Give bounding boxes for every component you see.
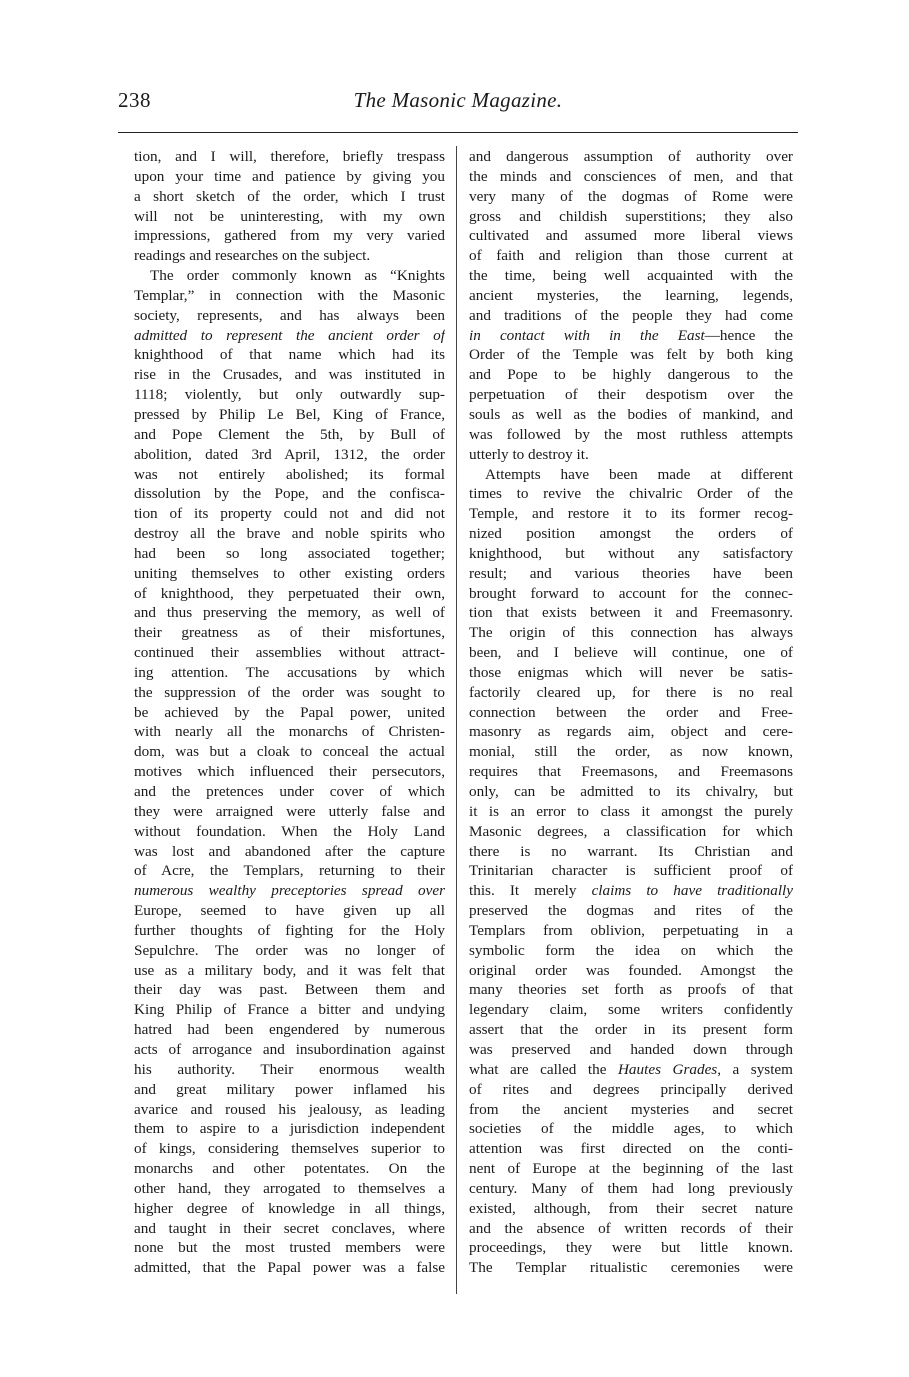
text-line: admitted, that the Papal power was a false	[134, 1259, 445, 1277]
text-line: nent of Europe at the beginning of the last	[469, 1160, 793, 1178]
text-line: pressed by Philip Le Bel, King of France,	[134, 405, 445, 423]
text-line: in contact with in the East—hence the	[469, 326, 793, 344]
text-line: this. It merely claims to have traditionally	[469, 882, 793, 900]
text-line: utterly to destroy it.	[469, 445, 589, 463]
text-line: impressions, gathered from my very varied	[134, 227, 445, 245]
text-line: Attempts have been made at different	[485, 465, 793, 483]
text-line: be achieved by the Papal power, united	[134, 703, 445, 721]
text-line: without foundation. When the Holy Land	[134, 822, 445, 840]
text-line: his authority. Their enormous wealth	[134, 1060, 445, 1078]
text-line: century. Many of them had long previously	[469, 1179, 793, 1197]
text-line: masonry as regards aim, object and cere-	[469, 723, 793, 741]
text-line: and great military power inflamed his	[134, 1080, 445, 1098]
text-line: tion of its property could not and did not	[134, 505, 445, 523]
text-line: their greatness as of their misfortunes,	[134, 624, 445, 642]
text-line: abolition, dated 3rd April, 1312, the order	[134, 445, 445, 463]
text-line: and traditions of the people they had come	[469, 306, 793, 324]
text-line: dom, was but a cloak to conceal the actual	[134, 743, 445, 761]
text-line: will not be uninteresting, with my own	[134, 207, 445, 225]
text-line: the time, being well acquainted with the	[469, 267, 793, 285]
text-line: rise in the Crusades, and was instituted in	[134, 366, 445, 384]
text-line: uniting themselves to other existing orders	[134, 564, 445, 582]
text-line: use as a military body, and it was felt that	[134, 961, 445, 979]
running-title: The Masonic Magazine.	[353, 88, 563, 112]
text-line: times to revive the chivalric Order of the	[469, 485, 793, 503]
text-line: King Philip of France a bitter and undying	[134, 1001, 445, 1019]
text-line: factorily cleared up, for there is no real	[469, 683, 793, 701]
text-line: numerous wealthy preceptories spread over	[134, 882, 445, 900]
text-line: and the absence of written records of their	[469, 1219, 793, 1237]
text-line: continued their assemblies without attract-	[134, 644, 445, 662]
text-line: of Acre, the Templars, returning to their	[134, 862, 445, 880]
text-line: knighthood of that name which had its	[134, 346, 445, 364]
left-column	[134, 147, 445, 1278]
text-line: proceedings, they were but little known.	[469, 1239, 793, 1257]
text-line: result; and various theories have been	[469, 564, 793, 582]
text-line: of faith and religion than those current at	[469, 247, 793, 265]
text-line: motives which influenced their persecutors,	[134, 763, 445, 781]
text-line: nized position amongst the orders of	[469, 525, 793, 543]
text-line: Masonic degrees, a classification for which	[469, 822, 793, 840]
text-line: dissolution by the Pope, and the confisca-	[134, 485, 445, 503]
text-line: many theories set forth as proofs of that	[469, 981, 793, 999]
text-line: their day was past. Between them and	[134, 981, 445, 999]
text-line: connection between the order and Free-	[469, 703, 793, 721]
text-line: they were arraigned were utterly false and	[134, 802, 445, 820]
text-line: and Pope Clement the 5th, by Bull of	[134, 425, 445, 443]
text-line: knighthood, but without any satisfactory	[469, 544, 793, 562]
text-line: upon your time and patience by giving you	[134, 167, 445, 185]
text-line: perpetuation of their despotism over the	[469, 386, 793, 404]
text-line: and the pretences under cover of which	[134, 783, 445, 800]
text-line: acts of arrogance and insubordination against	[134, 1040, 445, 1058]
text-line: gross and childish superstitions; they also	[469, 207, 793, 225]
text-line: the suppression of the order was sought to	[134, 683, 445, 701]
text-line: avarice and roused his jealousy, as leading	[134, 1100, 445, 1118]
text-line: from the ancient mysteries and secret	[469, 1100, 793, 1118]
text-line: attention was first directed on the conti-	[469, 1140, 793, 1158]
text-line: of rites and degrees principally derived	[469, 1080, 793, 1098]
text-line: requires that Freemasons, and Freemasons	[469, 763, 793, 781]
text-line: admitted to represent the ancient order of	[134, 326, 445, 344]
page-header	[118, 88, 798, 124]
text-line: destroy all the brave and noble spirits who	[134, 525, 445, 543]
text-line: and Pope to be highly dangerous to the	[469, 366, 793, 384]
text-line: those enigmas which will never be satis-	[469, 663, 793, 681]
text-line: assert that the order in its present form	[469, 1021, 793, 1039]
text-line: tion that exists between it and Freemasonry.	[469, 604, 793, 622]
page-number: 238	[118, 88, 151, 112]
text-line: ing attention. The accusations by which	[134, 663, 445, 681]
text-line: original order was founded. Amongst the	[469, 961, 793, 979]
text-line: souls as well as the bodies of mankind, and	[469, 405, 793, 423]
text-line: preserved the dogmas and rites of the	[469, 902, 793, 920]
text-line: The origin of this connection has always	[469, 624, 793, 642]
text-line: monial, still the order, as now known,	[469, 743, 793, 761]
text-line: existed, although, from their secret nature	[469, 1199, 793, 1217]
text-line: it is an error to class it amongst the purely	[469, 802, 793, 820]
text-line: what are called the Hautes Grades, a system	[469, 1060, 793, 1078]
text-line: there is no warrant. Its Christian and	[469, 842, 793, 860]
text-line: been, and I believe will continue, one of	[469, 644, 793, 662]
text-line: cultivated and assumed more liberal views	[469, 227, 793, 245]
text-line: society, represents, and has always been	[134, 306, 445, 324]
text-line: a short sketch of the order, which I trust	[134, 187, 445, 205]
text-line: and dangerous assumption of authority over	[469, 148, 793, 165]
text-line: Europe, seemed to have given up all	[134, 902, 445, 920]
text-line: higher degree of knowledge in all things,	[134, 1199, 445, 1217]
text-line: brought forward to account for the connec-	[469, 584, 793, 602]
text-line: was lost and abandoned after the capture	[134, 842, 445, 860]
text-line: had been so long associated together;	[134, 544, 445, 562]
text-line: and taught in their secret conclaves, where	[134, 1219, 445, 1237]
text-line: of kings, considering themselves superior to	[134, 1140, 445, 1158]
right-column	[469, 147, 793, 1278]
text-line: Sepulchre. The order was no longer of	[134, 941, 445, 959]
text-line: hatred had been engendered by numerous	[134, 1021, 445, 1039]
text-line: was not entirely abolished; its formal	[134, 465, 445, 483]
text-line: Templar,” in connection with the Masonic	[134, 286, 445, 304]
text-line: was followed by the most ruthless attempts	[469, 425, 793, 443]
text-line: them to aspire to a jurisdiction independent	[134, 1120, 445, 1138]
text-line: further thoughts of fighting for the Holy	[134, 921, 445, 939]
text-line: none but the most trusted members were	[134, 1239, 445, 1257]
text-line: with nearly all the monarchs of Christen-	[134, 723, 445, 741]
text-line: readings and researches on the subject.	[134, 247, 371, 265]
text-line: was preserved and handed down through	[469, 1040, 793, 1058]
column-divider	[456, 146, 457, 1294]
text-line: tion, and I will, therefore, briefly trespass	[134, 148, 445, 165]
text-line: Temple, and restore it to its former recog-	[469, 505, 793, 523]
text-line: Order of the Temple was felt by both king	[469, 346, 793, 364]
text-line: Templars from oblivion, perpetuating in a	[469, 921, 793, 939]
text-line: 1118; violently, but only outwardly sup-	[134, 386, 445, 404]
text-line: the minds and consciences of men, and that	[469, 167, 793, 185]
text-line: legendary claim, some writers confidently	[469, 1001, 793, 1019]
text-line: societies of the middle ages, to which	[469, 1120, 793, 1138]
text-line: monarchs and other potentates. On the	[134, 1160, 445, 1178]
text-line: of knighthood, they perpetuated their own,	[134, 584, 445, 602]
text-line: Trinitarian character is sufficient proof of	[469, 862, 793, 880]
text-line: symbolic form the idea on which the	[469, 941, 793, 959]
text-line: other hand, they arrogated to themselves a	[134, 1179, 445, 1197]
text-line: The order commonly known as “Knights	[150, 267, 445, 285]
text-line: ancient mysteries, the learning, legends,	[469, 286, 793, 304]
header-rule	[118, 132, 798, 133]
text-line: very many of the dogmas of Rome were	[469, 187, 793, 205]
text-line: only, can be admitted to its chivalry, but	[469, 783, 793, 800]
text-line: The Templar ritualistic ceremonies were	[469, 1259, 793, 1277]
text-line: and thus preserving the memory, as well of	[134, 604, 445, 622]
